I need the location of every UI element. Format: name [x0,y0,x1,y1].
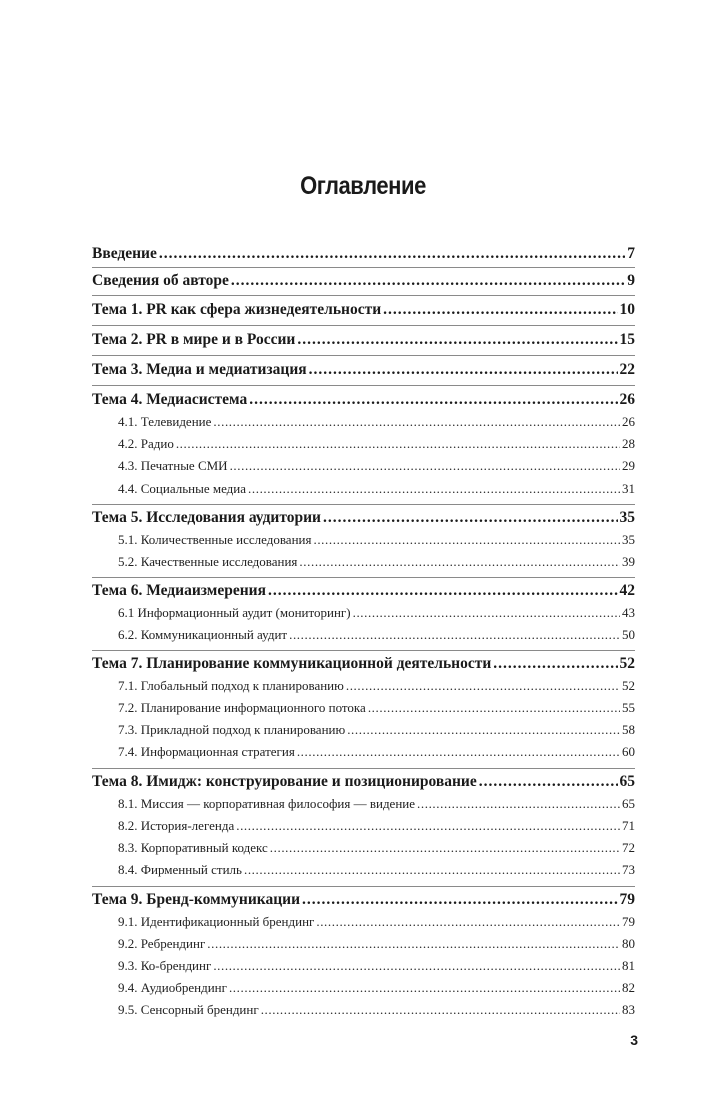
toc-subentry-label: 9.1. Идентификационный брендинг [118,914,315,929]
dot-leader [323,509,618,527]
toc-subentry [118,796,635,816]
divider [92,355,635,356]
toc-entry [92,391,635,413]
toc-subentry-label: 8.3. Корпоративный кодекс [118,840,268,855]
toc-subentry [118,481,635,501]
toc-subentry-page: 58 [622,722,635,737]
toc-subentry [118,700,635,720]
toc-subentry-label: 9.5. Сенсорный брендинг [118,1002,259,1017]
dot-leader [230,458,620,474]
divider [92,886,635,887]
toc-subentry [118,458,635,478]
toc-subentry-page: 79 [622,914,635,929]
divider [92,385,635,386]
dot-leader [368,700,620,716]
toc-subentry [118,840,635,860]
dot-leader [261,1002,620,1018]
dot-leader [302,891,617,909]
toc-entry-label: Тема 7. Планирование коммуникационной деятельности [92,655,492,672]
toc-subentry-page: 73 [622,862,635,877]
dot-leader [297,744,620,760]
toc-entry-page: 79 [619,891,635,908]
dot-leader [159,245,625,263]
toc-entry-page: 65 [619,773,635,790]
toc-subentry-label: 9.4. Аудиобрендинг [118,980,227,995]
toc-entry [92,891,635,913]
dot-leader [244,862,620,878]
toc-subentry-page: 71 [622,818,635,833]
toc-subentry [118,414,635,434]
dot-leader [309,361,618,379]
toc-subentry-page: 60 [622,744,635,759]
dot-leader [313,532,620,548]
toc-subentry-page: 80 [622,936,635,951]
dot-leader [346,678,620,694]
toc-subentry-page: 81 [622,958,635,973]
toc-entry [92,331,635,353]
page-number: 3 [630,1032,638,1048]
toc-entry [92,272,635,294]
toc-entry-label: Тема 2. PR в мире и в России [92,331,296,348]
toc-entry-label: Тема 8. Имидж: конструирование и позиционирование [92,773,477,790]
toc-subentry-label: 4.2. Радио [118,436,174,451]
toc-entry [92,582,635,604]
toc-subentry-label: 8.1. Миссия — корпоративная философия — видение [118,796,416,811]
toc-subentry-page: 50 [622,627,635,642]
toc-subentry [118,958,635,978]
toc-subentry-page: 83 [622,1002,635,1017]
dot-leader [417,796,620,812]
dot-leader [316,914,620,930]
toc-subentry [118,1002,635,1022]
divider [92,768,635,769]
dot-leader [229,980,620,996]
dot-leader [207,936,620,952]
dot-leader [297,331,617,349]
toc-subentry [118,678,635,698]
page-title: Оглавление [300,172,426,200]
toc-entry-page: 35 [619,509,635,526]
divider [92,325,635,326]
toc-subentry [118,532,635,552]
toc-subentry-label: 4.1. Телевидение [118,414,212,429]
divider [92,577,635,578]
toc-entry-label: Тема 6. Медиаизмерения [92,582,266,599]
toc-subentry-page: 26 [622,414,635,429]
toc-subentry [118,862,635,882]
toc-subentry-label: 7.2. Планирование информационного потока [118,700,366,715]
toc-subentry-page: 28 [622,436,635,451]
toc-subentry-label: 9.3. Ко-брендинг [118,958,212,973]
dot-leader [347,722,620,738]
toc-subentry-label: 6.2. Коммуникационный аудит [118,627,288,642]
toc-subentry-label: 6.1 Информационный аудит (мониторинг) [118,605,351,620]
toc-entry [92,773,635,795]
toc-entry-page: 15 [619,331,635,348]
dot-leader [353,605,620,621]
toc-subentry-page: 29 [622,458,635,473]
toc-subentry [118,914,635,934]
toc-subentry [118,722,635,742]
toc-entry-label: Тема 9. Бренд-коммуникации [92,891,301,908]
dot-leader [299,554,620,570]
toc-subentry [118,627,635,647]
toc-entry-page: 52 [619,655,635,672]
toc-subentry-page: 52 [622,678,635,693]
toc-subentry [118,818,635,838]
divider [92,504,635,505]
toc-subentry-page: 31 [622,481,635,496]
toc-subentry-label: 8.2. История-легенда [118,818,235,833]
toc-entry [92,655,635,677]
toc-subentry-label: 8.4. Фирменный стиль [118,862,242,877]
toc-entry-label: Тема 5. Исследования аудитории [92,509,321,526]
toc-subentry-label: 7.3. Прикладной подход к планированию [118,722,346,737]
dot-leader [231,272,625,290]
toc-entry-label: Тема 3. Медиа и медиатизация [92,361,307,378]
dot-leader [479,773,618,791]
toc-subentry [118,605,635,625]
divider [92,267,635,268]
divider [92,650,635,651]
toc-subentry-page: 72 [622,840,635,855]
dot-leader [248,481,620,497]
dot-leader [270,840,620,856]
toc-subentry-page: 55 [622,700,635,715]
toc-subentry [118,436,635,456]
toc-entry-page: 7 [627,245,635,262]
toc-entry-label: Сведения об авторе [92,272,229,289]
toc-subentry-label: 5.1. Количественные исследования [118,532,312,547]
toc-subentry-label: 4.4. Социальные медиа [118,481,247,496]
dot-leader [213,958,620,974]
toc-entry-label: Тема 4. Медиасистема [92,391,248,408]
dot-leader [493,655,617,673]
toc-entry-page: 10 [619,301,635,318]
dot-leader [176,436,620,452]
dot-leader [289,627,620,643]
toc-subentry-page: 35 [622,532,635,547]
toc-subentry [118,554,635,574]
toc-subentry-label: 4.3. Печатные СМИ [118,458,228,473]
toc-entry-label: Тема 1. PR как сфера жизнедеятельности [92,301,382,318]
dot-leader [268,582,618,600]
toc-subentry-page: 82 [622,980,635,995]
toc-entry [92,361,635,383]
toc-entry-label: Введение [92,245,157,262]
toc-entry [92,245,635,267]
dot-leader [383,301,617,319]
toc-subentry-label: 7.4. Информационная стратегия [118,744,295,759]
toc-subentry-page: 65 [622,796,635,811]
toc-subentry [118,980,635,1000]
toc-entry [92,301,635,323]
toc-entry-page: 22 [619,361,635,378]
toc-subentry-label: 5.2. Качественные исследования [118,554,298,569]
toc-subentry-label: 7.1. Глобальный подход к планированию [118,678,344,693]
toc-subentry [118,936,635,956]
dot-leader [249,391,617,409]
toc-entry-page: 9 [627,272,635,289]
dot-leader [213,414,620,430]
dot-leader [236,818,620,834]
toc-subentry-label: 9.2. Ребрендинг [118,936,206,951]
toc-subentry [118,744,635,764]
toc-entry-page: 26 [619,391,635,408]
divider [92,295,635,296]
toc-entry-page: 42 [619,582,635,599]
toc-subentry-page: 43 [622,605,635,620]
toc-subentry-page: 39 [622,554,635,569]
toc-entry [92,509,635,531]
